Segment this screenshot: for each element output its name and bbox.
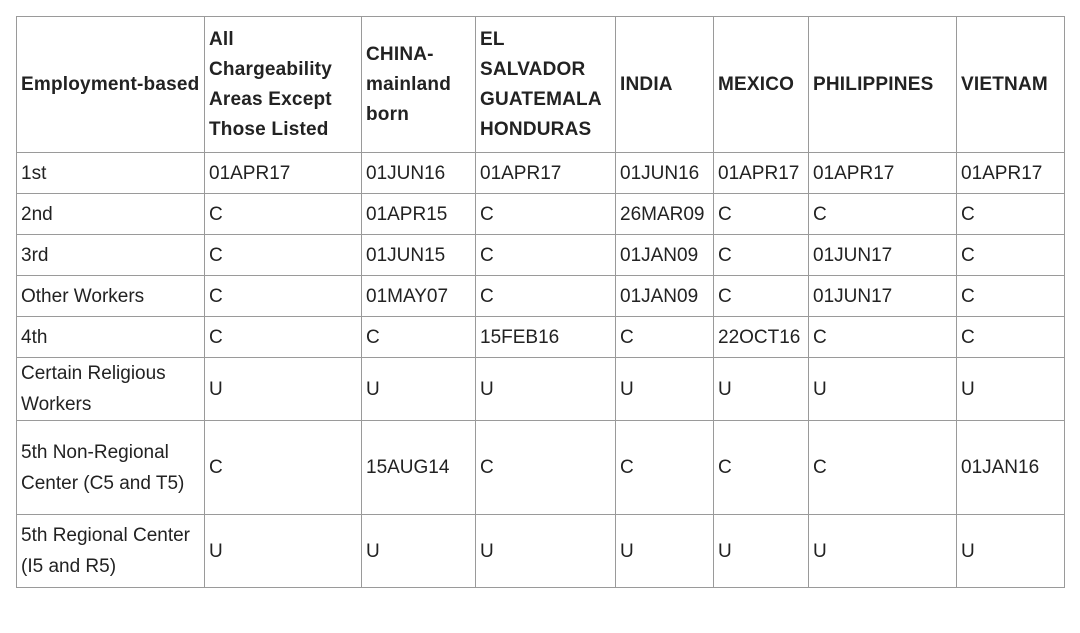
header-vietnam: VIETNAM [957, 17, 1065, 153]
header-philippines: PHILIPPINES [809, 17, 957, 153]
header-all-chargeability: All Chargeability Areas Except Those Listed [205, 17, 362, 153]
header-el-salvador-guatemala-honduras: EL SALVADOR GUATEMALA HONDURAS [476, 17, 616, 153]
table-row [17, 421, 1065, 515]
table-cell: C [714, 235, 809, 276]
table-cell: 26MAR09 [616, 194, 714, 235]
table-cell: 01JUN15 [362, 235, 476, 276]
table-cell: C [809, 421, 957, 515]
row-label: 5th Non-Regional Center (C5 and T5) [17, 421, 205, 515]
table-cell: 01APR17 [957, 153, 1065, 194]
table-row [17, 317, 1065, 358]
header-india: INDIA [616, 17, 714, 153]
table-cell: C [616, 317, 714, 358]
table-cell: 01APR17 [809, 153, 957, 194]
header-mexico: MEXICO [714, 17, 809, 153]
table-row [17, 358, 1065, 421]
table-cell: U [714, 515, 809, 588]
table-cell: 01MAY07 [362, 276, 476, 317]
table-row [17, 194, 1065, 235]
table-cell: U [205, 358, 362, 421]
table-cell: U [809, 515, 957, 588]
table-cell: 01JAN16 [957, 421, 1065, 515]
table-row [17, 235, 1065, 276]
table-cell: C [714, 421, 809, 515]
visa-bulletin-table [16, 16, 1065, 588]
table-cell: 01APR17 [714, 153, 809, 194]
table-cell: U [362, 515, 476, 588]
table-row [17, 515, 1065, 588]
table-row [17, 153, 1065, 194]
table-cell: 01JUN16 [616, 153, 714, 194]
table-cell: 01JUN16 [362, 153, 476, 194]
table-cell: U [809, 358, 957, 421]
table-cell: 01JAN09 [616, 276, 714, 317]
table-cell: 01APR17 [476, 153, 616, 194]
header-employment-based: Employment-based [17, 17, 205, 153]
table-cell: C [714, 194, 809, 235]
table-cell: U [205, 515, 362, 588]
table-cell: 01JUN17 [809, 235, 957, 276]
table-cell: C [205, 194, 362, 235]
table-cell: U [616, 515, 714, 588]
table-cell: C [809, 317, 957, 358]
table-cell: C [616, 421, 714, 515]
table-cell: C [957, 194, 1065, 235]
table-cell: C [714, 276, 809, 317]
table-cell: U [476, 358, 616, 421]
header-row [17, 17, 1065, 153]
table-cell: C [205, 276, 362, 317]
table-cell: 01JUN17 [809, 276, 957, 317]
table-cell: 15AUG14 [362, 421, 476, 515]
table-cell: U [476, 515, 616, 588]
table-cell: 01APR15 [362, 194, 476, 235]
row-label: 5th Regional Center (I5 and R5) [17, 515, 205, 588]
table-cell: U [616, 358, 714, 421]
table-cell: 22OCT16 [714, 317, 809, 358]
table-row [17, 276, 1065, 317]
table-cell: U [362, 358, 476, 421]
table-cell: U [957, 358, 1065, 421]
row-label: Other Workers [17, 276, 205, 317]
table-cell: C [809, 194, 957, 235]
table-cell: C [362, 317, 476, 358]
row-label: Certain Religious Workers [17, 358, 205, 421]
table-cell: C [957, 317, 1065, 358]
table-cell: C [205, 235, 362, 276]
table-cell: 01JAN09 [616, 235, 714, 276]
table-cell: C [957, 235, 1065, 276]
table-cell: U [957, 515, 1065, 588]
row-label: 3rd [17, 235, 205, 276]
table-cell: C [205, 421, 362, 515]
row-label: 2nd [17, 194, 205, 235]
table-cell: C [476, 235, 616, 276]
table-cell: C [957, 276, 1065, 317]
table-cell: C [205, 317, 362, 358]
table-cell: C [476, 421, 616, 515]
table-cell: 15FEB16 [476, 317, 616, 358]
table-cell: C [476, 276, 616, 317]
table-cell: 01APR17 [205, 153, 362, 194]
table-cell: C [476, 194, 616, 235]
row-label: 1st [17, 153, 205, 194]
header-china: CHINA-mainland born [362, 17, 476, 153]
table-cell: U [714, 358, 809, 421]
row-label: 4th [17, 317, 205, 358]
